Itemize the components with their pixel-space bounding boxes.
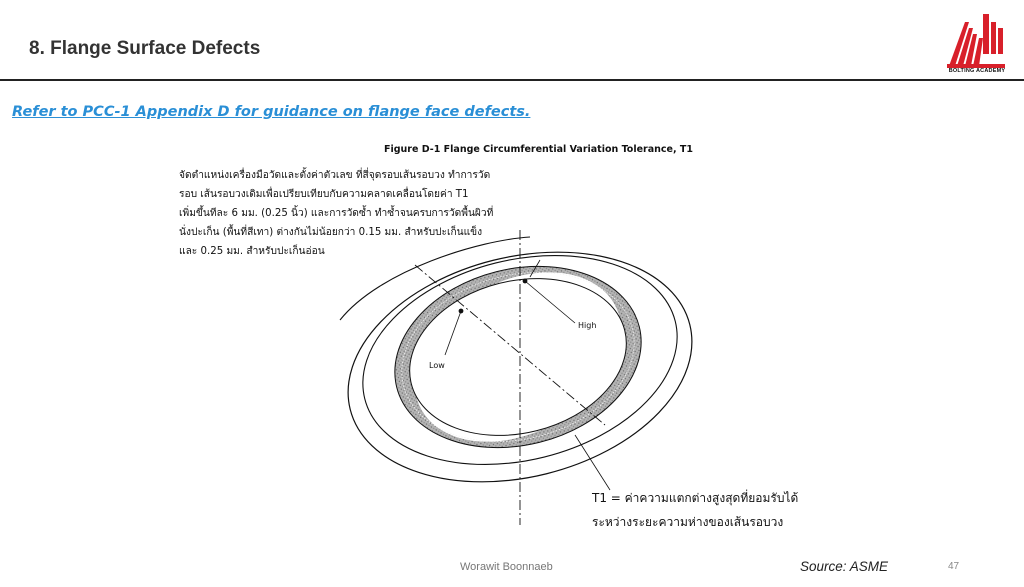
instruction-line: เพิ่มขึ้นทีละ 6 มม. (0.25 นิ้ว) และการวัดซ้ำ ทำซ้ำจนครบการวัดพื้นผิวที่ (179, 208, 494, 219)
high-label: High (578, 321, 597, 330)
slide-title: 8. Flange Surface Defects (29, 38, 261, 59)
t1-line: ระหว่างระยะความห่างของเส้นรอบวง (592, 515, 784, 529)
low-label: Low (429, 361, 445, 370)
pcc1-reference-link[interactable]: Refer to PCC-1 Appendix D for guidance on flange face defects. (12, 104, 531, 120)
source-credit: Source: ASME (800, 559, 889, 574)
figure-caption: Figure D-1 Flange Circumferential Variation Tolerance, T1 (384, 144, 693, 155)
instruction-line: และ 0.25 มม. สำหรับปะเก็นอ่อน (179, 246, 325, 257)
instruction-line: รอบ เส้นรอบวงเดิมเพื่อเปรียบเทียบกับความคลาดเคลื่อนโดยค่า T1 (179, 189, 469, 200)
logo-text: BOLTING ACADEMY (948, 68, 1006, 74)
instruction-line: นั่งปะเก็น (พื้นที่สีเทา) ต่างกันไม่น้อยกว่า 0.15 มม. สำหรับปะเก็นแข็ง (179, 227, 483, 238)
author-name: Worawit Boonnaeb (460, 561, 553, 573)
page-number: 47 (948, 561, 960, 572)
t1-line: T1 = ค่าความแตกต่างสูงสุดที่ยอมรับได้ (592, 491, 799, 505)
t1-definition (592, 486, 832, 534)
instruction-line: จัดตำแหน่งเครื่องมือวัดและตั้งค่าตัวเลข ที่สี่จุดรอบเส้นรอบวง ทำการวัด (179, 170, 491, 181)
title-divider (0, 79, 1024, 81)
